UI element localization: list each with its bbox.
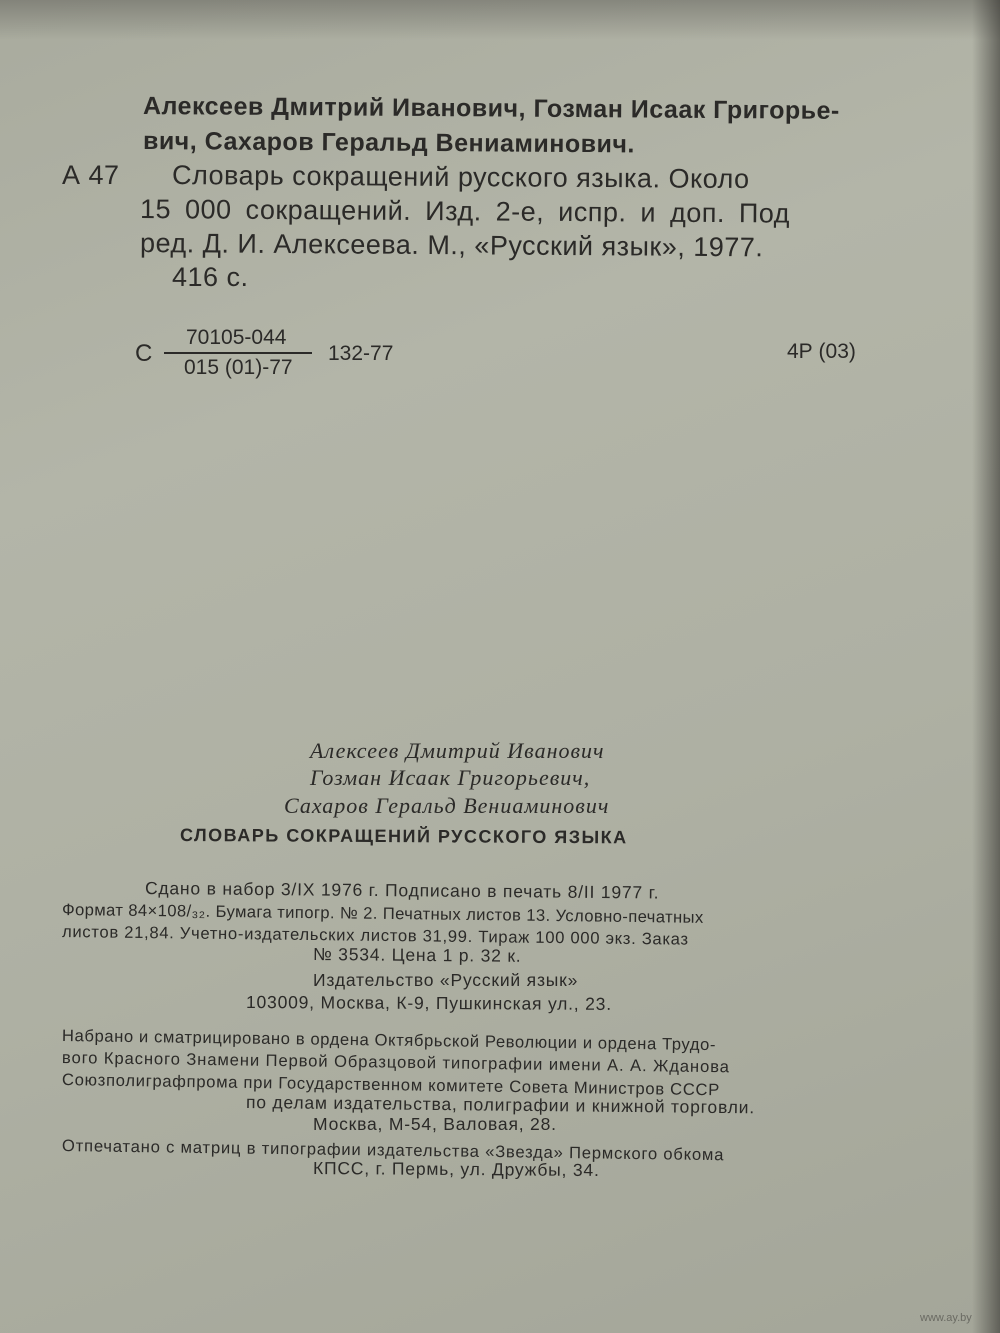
colophon-author-3: Сахаров Геральд Вениаминович — [284, 793, 610, 818]
biblio-line-1: Словарь сокращений русского языка. Около — [171, 160, 750, 195]
classification-number: 132-77 — [328, 342, 394, 365]
authors-header-line-2: вич, Сахаров Геральд Вениаминович. — [142, 127, 635, 159]
catalog-code: А 47 — [62, 160, 120, 190]
typesetting-line-4: по делам издательства, полиграфии и книжной торговли. — [245, 1092, 756, 1118]
page-shadow-top — [0, 0, 1000, 40]
authors-header-line-1: Алексеев Дмитрий Иванович, Гозман Исаак Григорье- — [142, 92, 840, 125]
biblio-pages: 416 с. — [172, 262, 249, 292]
print-details-line-4: № 3534. Цена 1 р. 32 к. — [312, 944, 522, 966]
classification-letter: С — [135, 340, 153, 367]
classification-numerator: 70105-044 — [186, 326, 287, 349]
printed-line-2: КПСС, г. Пермь, ул. Дружбы, 34. — [312, 1158, 600, 1181]
colophon-author-1: Алексеев Дмитрий Иванович — [310, 738, 605, 763]
fraction-bar — [164, 352, 312, 354]
printed-line-1: Отпечатано с матриц в типографии издательства «Звезда» Пермского обкома — [61, 1136, 725, 1165]
typesetting-line-3: Союзполиграфпрома при Государственном комитете Совета Министров СССР — [61, 1070, 721, 1100]
watermark-text: www.ay.by — [920, 1312, 972, 1324]
publisher-address: 103009, Москва, К-9, Пушкинская ул., 23. — [245, 992, 612, 1014]
biblio-line-2: 15 000 сокращений. Изд. 2-е, испр. и доп. Под — [139, 194, 791, 229]
typesetting-line-1: Набрано и сматрицировано в ордена Октябрьской Революции и ордена Трудо- — [61, 1026, 717, 1055]
biblio-line-3: ред. Д. И. Алексеева. М., «Русский язык», 1977. — [139, 228, 764, 263]
print-details-line-1: Сдано в набор 3/IX 1976 г. Подписано в печать 8/II 1977 г. — [144, 878, 660, 903]
typesetting-line-2: вого Красного Знамени Первой Образцовой типографии имени А. А. Жданова — [61, 1048, 730, 1077]
classification-index: 4Р (03) — [787, 340, 856, 363]
publisher-name: Издательство «Русский язык» — [313, 970, 579, 990]
print-details-line-2: Формат 84×108/₃₂. Бумага типогр. № 2. Печатных листов 13. Условно-печатных — [61, 900, 704, 927]
page-shadow-right — [972, 0, 1000, 1333]
classification-denominator: 015 (01)-77 — [184, 356, 293, 379]
colophon-title: СЛОВАРЬ СОКРАЩЕНИЙ РУССКОГО ЯЗЫКА — [179, 825, 628, 848]
print-details-line-3: листов 21,84. Учетно-издательских листов 31,99. Тираж 100 000 экз. Заказ — [61, 922, 689, 949]
typesetting-line-5: Москва, М-54, Валовая, 28. — [313, 1114, 557, 1134]
colophon-author-2: Гозман Исаак Григорьевич, — [310, 765, 591, 790]
